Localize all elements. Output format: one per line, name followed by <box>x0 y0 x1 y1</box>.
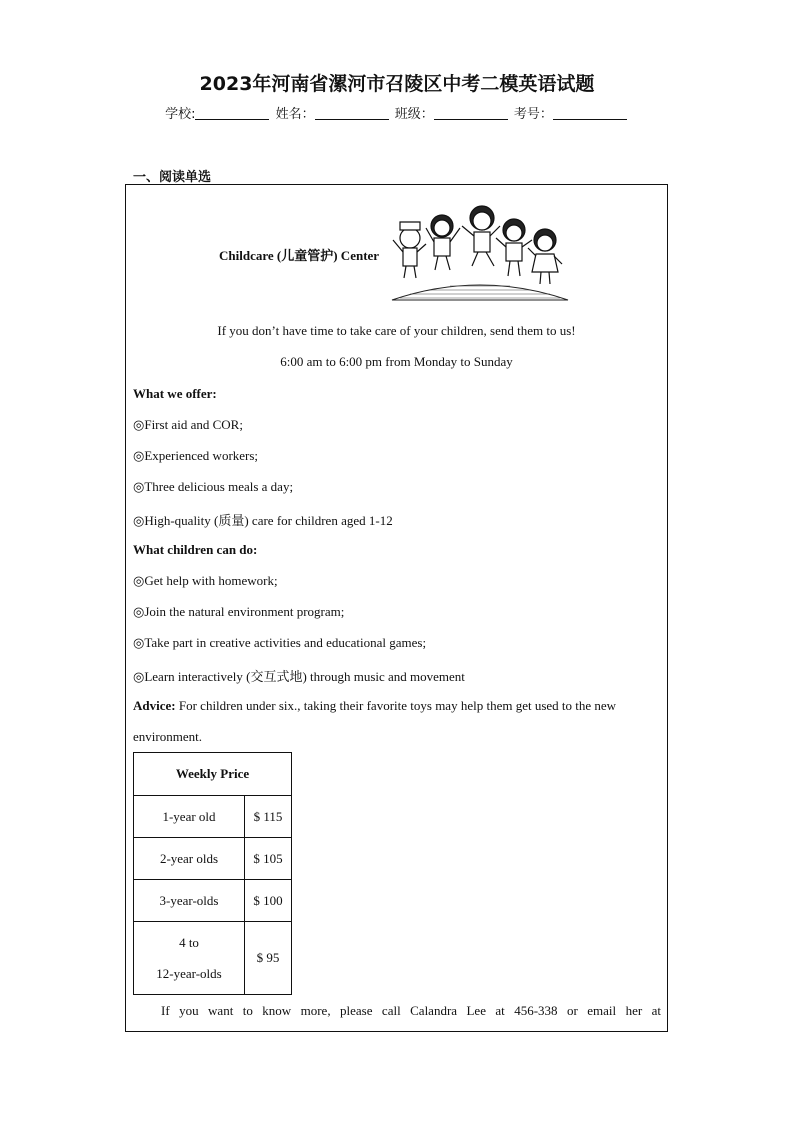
can-do-item: ◎Take part in creative activities and educational games; <box>133 635 427 650</box>
table-row <box>134 838 292 880</box>
advice-text: For children under six., taking their favorite toys may help them get used to the new <box>175 698 617 713</box>
age-line: 12-year-olds <box>156 966 222 981</box>
school-blank <box>195 107 269 120</box>
age-cell <box>134 922 245 995</box>
age-cell: 1-year old <box>134 796 245 838</box>
page-title: 2023年河南省漯河市召陵区中考二模英语试题 <box>199 73 595 95</box>
price-cell: $ 100 <box>245 880 292 922</box>
closing-text: If you want to know more, please call Calandra Lee at 456-338 or email her at <box>161 1003 661 1018</box>
advice-label: Advice: <box>133 698 176 713</box>
school-label: 学校: <box>165 107 196 122</box>
name-label: 姓名： <box>275 107 315 122</box>
table-row <box>134 922 292 995</box>
can-do-item: ◎Learn interactively (交互式地) through music and movement <box>133 669 465 684</box>
advice-paragraph <box>133 698 616 714</box>
table-row <box>134 880 292 922</box>
age-line: 4 to <box>179 935 199 950</box>
offer-item: ◎Experienced workers; <box>133 448 259 463</box>
offer-item: ◎Three delicious meals a day; <box>133 479 294 494</box>
price-table-header: Weekly Price <box>134 753 292 796</box>
class-label: 班级： <box>394 107 434 122</box>
center-title: Childcare (儿童管护) Center <box>219 248 380 263</box>
price-cell: $ 95 <box>245 922 292 995</box>
can-do-heading: What children can do: <box>133 542 258 557</box>
offer-item: ◎High-quality (质量) care for children aged 1-12 <box>133 513 393 528</box>
age-cell: 3-year-olds <box>134 880 245 922</box>
section-heading: 一、阅读单选 <box>133 170 212 185</box>
hours-text: 6:00 am to 6:00 pm from Monday to Sunday <box>280 354 513 369</box>
offer-heading: What we offer: <box>133 386 217 401</box>
can-do-item: ◎Get help with homework; <box>133 573 278 588</box>
price-cell: $ 115 <box>245 796 292 838</box>
price-cell: $ 105 <box>245 838 292 880</box>
advice-text-continued: environment. <box>133 729 202 744</box>
can-do-item: ◎Join the natural environment program; <box>133 604 345 619</box>
weekly-price-table <box>133 752 292 995</box>
children-jumping-icon <box>390 200 570 306</box>
name-blank <box>315 107 389 120</box>
offer-item: ◎First aid and COR; <box>133 417 243 432</box>
intro-text: If you don’t have time to take care of your children, send them to us! <box>217 323 576 338</box>
class-blank <box>434 107 508 120</box>
student-info-line <box>0 103 794 122</box>
table-row <box>134 796 292 838</box>
exam-number-blank <box>553 107 627 120</box>
exam-number-label: 考号： <box>513 107 553 122</box>
age-cell: 2-year olds <box>134 838 245 880</box>
